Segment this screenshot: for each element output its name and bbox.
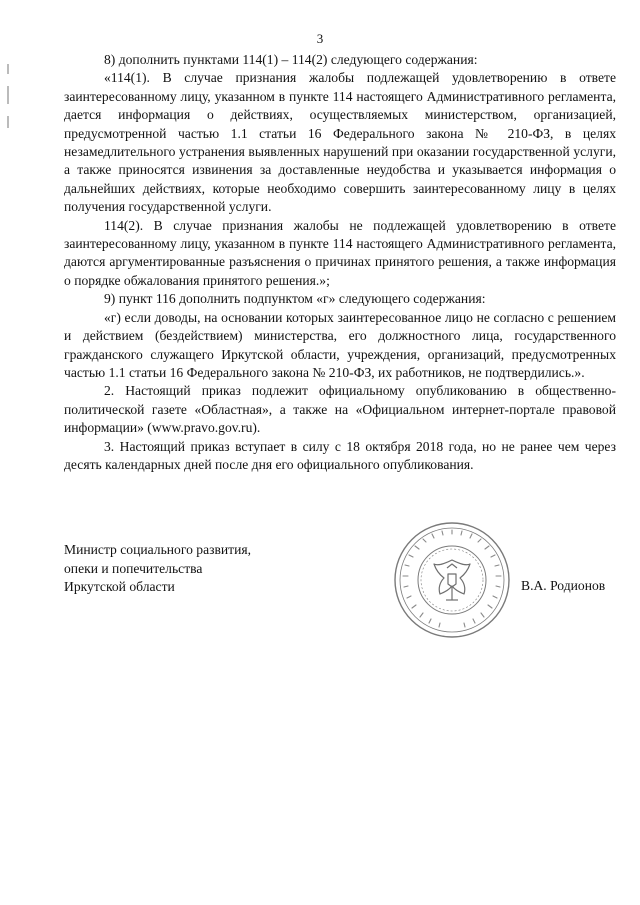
signer-position-line: Министр социального развития, bbox=[64, 542, 252, 557]
paragraph-114-2: 114(2). В случае признания жалобы не подлежащей удовлетворению в ответе заинтересованному лицу, указанном в пункте 114 настоящего Административного регламента, даются аргументированные разъяснения о причинах принятого решения, а также информация о порядке обжалования принятого решения.»; bbox=[64, 217, 616, 288]
paragraph-subitem-g: «г) если доводы, на основании которых заинтересованное лицо не согласно с решением и действием (бездействием) министерства, его должностного лица, государственного гражданского служащего Иркутской области, учреждения, организаций, предусмотренных частью 1.1 статьи 16 Федерального закона № 210-ФЗ, их работников, не подтвердились.». bbox=[64, 309, 616, 380]
signer-position bbox=[64, 541, 251, 597]
document-body bbox=[64, 51, 616, 474]
paragraph-item-8: 8) дополнить пунктами 114(1) – 114(2) следующего содержания: bbox=[104, 52, 478, 67]
paragraph-114-1: «114(1). В случае признания жалобы подлежащей удовлетворению в ответе заинтересованному лицу, указанном в пункте 114 настоящего Административного регламента, дается информация о действиях, осуществляемых министерством, организацией, предусмотренной частью 1.1 статьи 16 Федерального закона № 210-ФЗ, в целях незамедлительного устранения выявленных нарушений при оказании государственной услуги, а также приносятся извинения за доставленные неудобства и указывается информация о дальнейших действиях, которые необходимо совершить заинтересованному лицу в целях получения государственной услуги. bbox=[64, 70, 616, 215]
page-number: 3 bbox=[316, 31, 324, 46]
paragraph-effective-date: 3. Настоящий приказ вступает в силу с 18 октября 2018 года, но не ранее чем через десять календарных дней после дня его официального опубликования. bbox=[64, 438, 616, 472]
signer-name: В.А. Родионов bbox=[521, 578, 606, 593]
signer-position-line: Иркутской области bbox=[64, 579, 175, 595]
official-seal-stamp bbox=[392, 520, 512, 640]
scan-margin-marks bbox=[6, 64, 10, 134]
signer-position-line: опеки и попечительства bbox=[64, 560, 203, 576]
paragraph-item-9: 9) пункт 116 дополнить подпунктом «г» следующего содержания: bbox=[104, 291, 486, 307]
paragraph-publication: 2. Настоящий приказ подлежит официальному опубликованию в общественно-политической газете «Областная», а также на «Официальном интернет-портале правовой информации» (www.pravo.gov.ru). bbox=[64, 383, 616, 436]
